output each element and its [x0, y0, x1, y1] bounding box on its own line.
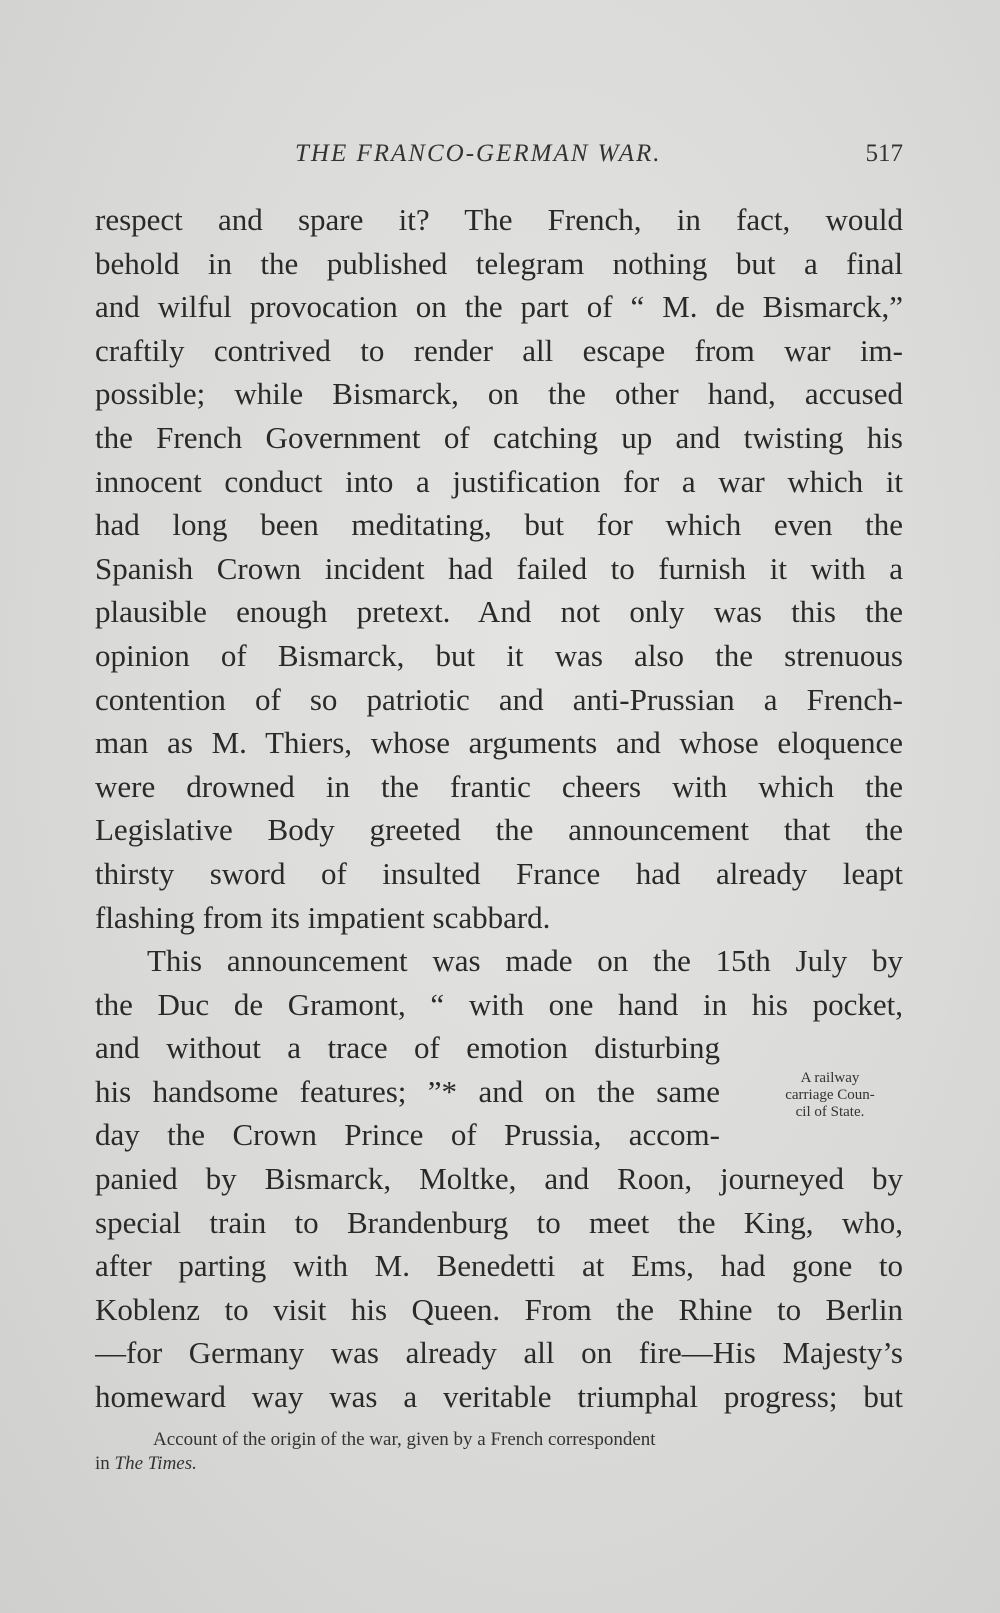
- text-line: contention of so patriotic and anti-Prussian a French-: [95, 681, 903, 717]
- text-line: flashing from its impatient scabbard.: [95, 899, 551, 935]
- running-head: [95, 140, 903, 180]
- text-line: respect and spare it? The French, in fact, would: [95, 202, 903, 237]
- text-line: plausible enough pretext. And not only was this the: [95, 594, 903, 630]
- text-line: special train to Brandenburg to meet the King, who,: [95, 1204, 903, 1240]
- margin-note-line: carriage Coun-: [785, 1087, 875, 1103]
- margin-note-line: cil of State.: [795, 1104, 865, 1120]
- text-line: behold in the published telegram nothing but a final: [95, 245, 903, 281]
- text-line: craftily contrived to render all escape from war im-: [95, 332, 903, 368]
- paragraph-first-line: This announcement was made on the 15th July by: [147, 943, 903, 979]
- text-line: day the Crown Prince of Prussia, accom-: [95, 1117, 720, 1153]
- text-line: and wilful provocation on the part of “ M. de Bismarck,”: [95, 289, 903, 325]
- text-line: the French Government of catching up and twisting his: [95, 419, 903, 455]
- text-line: —for Germany was already all on fire—His Majesty’s: [95, 1335, 903, 1371]
- text-line: the Duc de Gramont, “ with one hand in his pocket,: [95, 986, 903, 1022]
- margin-note: [750, 1070, 910, 1121]
- text-line: innocent conduct into a justification for a war which it: [95, 463, 903, 499]
- footnote-prefix: in: [95, 1453, 110, 1474]
- text-line: Spanish Crown incident had failed to furnish it with a: [95, 550, 903, 586]
- text-line: were drowned in the frantic cheers with which the: [95, 768, 903, 804]
- text-line: possible; while Bismarck, on the other hand, accused: [95, 376, 903, 412]
- text-line: Legislative Body greeted the announcement that the: [95, 812, 903, 848]
- footnote-line: [95, 1452, 903, 1476]
- text-line: man as M. Thiers, whose arguments and whose eloquence: [95, 725, 903, 761]
- footnote-line: Account of the origin of the war, given by a French correspondent: [153, 1429, 656, 1450]
- text-line: after parting with M. Benedetti at Ems, had gone to: [95, 1248, 903, 1284]
- text-line: homeward way was a veritable triumphal progress; but: [95, 1379, 903, 1415]
- text-line: panied by Bismarck, Moltke, and Roon, journeyed by: [95, 1161, 903, 1197]
- page-number: 517: [865, 140, 903, 167]
- body-text: [95, 198, 903, 1419]
- margin-note-line: A railway: [800, 1070, 860, 1086]
- footnote-publication: The Times.: [114, 1453, 197, 1474]
- text-line: thirsty sword of insulted France had already leapt: [95, 855, 903, 891]
- footnote: [95, 1428, 903, 1476]
- text-line: his handsome features; ”* and on the same: [95, 1073, 720, 1109]
- text-line: had long been meditating, but for which even the: [95, 507, 903, 543]
- running-title: THE FRANCO-GERMAN WAR.: [295, 140, 662, 167]
- text-line: Koblenz to visit his Queen. From the Rhine to Berlin: [95, 1291, 903, 1327]
- text-line: and without a trace of emotion disturbing: [95, 1030, 720, 1066]
- text-line: opinion of Bismarck, but it was also the strenuous: [95, 637, 903, 673]
